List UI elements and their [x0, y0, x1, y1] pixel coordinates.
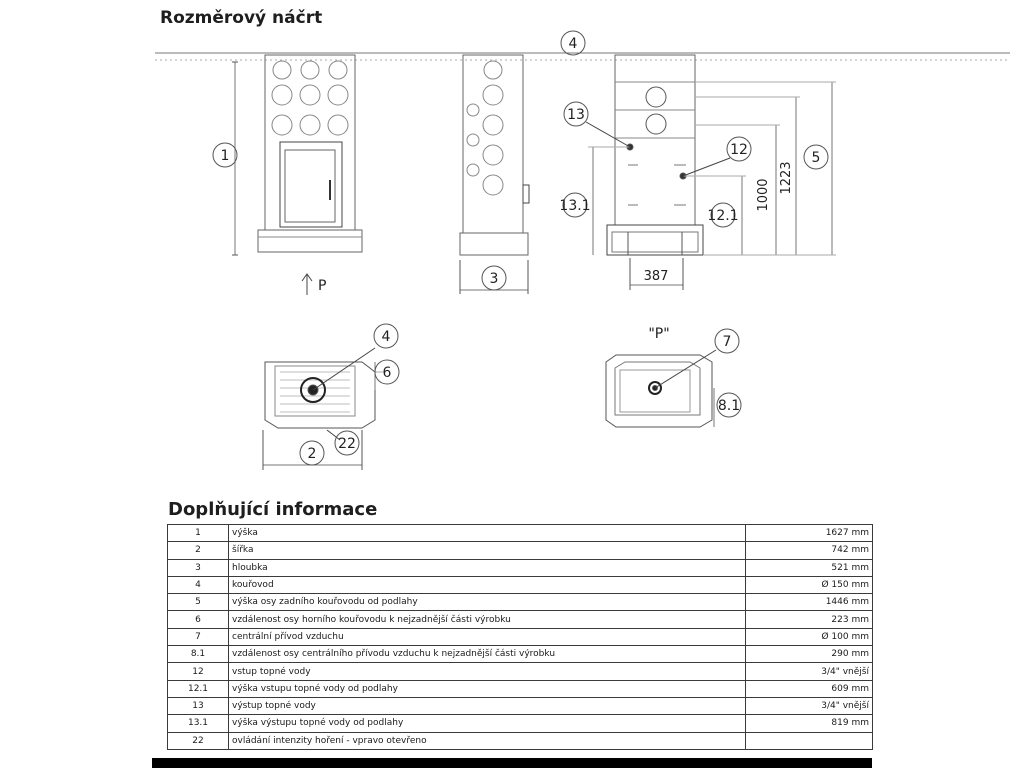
row-value: 3/4" vnější — [746, 663, 873, 680]
callout-13-1: 13.1 — [559, 198, 591, 214]
row-id: 5 — [168, 594, 229, 611]
table-row — [168, 628, 873, 645]
row-description: kouřovod — [229, 576, 746, 593]
callout-7: 7 — [722, 334, 732, 350]
bottom-bar — [152, 758, 872, 768]
row-description: centrální přívod vzduchu — [229, 628, 746, 645]
callout-4-plan: 4 — [381, 329, 391, 345]
callout-22: 22 — [338, 436, 356, 452]
table-row — [168, 646, 873, 663]
table-row — [168, 594, 873, 611]
row-id: 12.1 — [168, 680, 229, 697]
row-value: 3/4" vnější — [746, 697, 873, 714]
view-arrow-label: P — [318, 278, 327, 294]
row-description: výška vstupu topné vody od podlahy — [229, 680, 746, 697]
row-description: hloubka — [229, 559, 746, 576]
row-description: šířka — [229, 542, 746, 559]
row-value: 290 mm — [746, 646, 873, 663]
dimension-1223: 1223 — [779, 161, 794, 195]
callout-3: 3 — [489, 271, 499, 287]
rear-view — [586, 55, 836, 290]
table-row — [168, 715, 873, 732]
callout-6: 6 — [382, 365, 392, 381]
callout-13: 13 — [567, 107, 585, 123]
table-row — [168, 611, 873, 628]
view-p — [606, 350, 716, 427]
callout-12-1: 12.1 — [707, 208, 739, 224]
row-value: 521 mm — [746, 559, 873, 576]
row-id: 13 — [168, 697, 229, 714]
row-id: 6 — [168, 611, 229, 628]
row-id: 8.1 — [168, 646, 229, 663]
table-row — [168, 680, 873, 697]
table-row — [168, 663, 873, 680]
row-value: 609 mm — [746, 680, 873, 697]
row-value: 1446 mm — [746, 594, 873, 611]
row-description: výška osy zadního kouřovodu od podlahy — [229, 594, 746, 611]
dimension-1000: 1000 — [756, 178, 771, 212]
row-id: 13.1 — [168, 715, 229, 732]
row-id: 12 — [168, 663, 229, 680]
view-p-label: "P" — [648, 326, 670, 342]
table-row — [168, 525, 873, 542]
table-row — [168, 697, 873, 714]
callout-5: 5 — [811, 150, 821, 166]
row-value — [746, 732, 873, 749]
row-value: 223 mm — [746, 611, 873, 628]
table-row — [168, 576, 873, 593]
row-value: Ø 100 mm — [746, 628, 873, 645]
row-description: vstup topné vody — [229, 663, 746, 680]
callout-1: 1 — [220, 148, 230, 164]
row-description: výška — [229, 525, 746, 542]
side-view — [460, 55, 529, 294]
table-row — [168, 559, 873, 576]
sketch-title: Rozměrový náčrt — [160, 8, 323, 28]
row-value: 742 mm — [746, 542, 873, 559]
row-value: 819 mm — [746, 715, 873, 732]
row-id: 7 — [168, 628, 229, 645]
row-description: výstup topné vody — [229, 697, 746, 714]
row-id: 3 — [168, 559, 229, 576]
row-description: vzdálenost osy horního kouřovodu k nejzadnější části výrobku — [229, 611, 746, 628]
row-value: Ø 150 mm — [746, 576, 873, 593]
callout-8-1: 8.1 — [717, 398, 741, 414]
front-view — [232, 55, 362, 255]
row-description: výška výstupu topné vody od podlahy — [229, 715, 746, 732]
row-id: 22 — [168, 732, 229, 749]
callout-4: 4 — [568, 36, 578, 52]
row-value: 1627 mm — [746, 525, 873, 542]
row-description: vzdálenost osy centrálního přívodu vzduchu k nejzadnější části výrobku — [229, 646, 746, 663]
row-id: 1 — [168, 525, 229, 542]
row-id: 2 — [168, 542, 229, 559]
row-id: 4 — [168, 576, 229, 593]
spec-table — [167, 524, 873, 750]
callout-12: 12 — [730, 142, 748, 158]
info-title: Doplňující informace — [168, 499, 378, 520]
dimension-387: 387 — [643, 269, 669, 284]
row-description: ovládání intenzity hoření - vpravo otevřeno — [229, 732, 746, 749]
callout-2: 2 — [307, 446, 317, 462]
table-row — [168, 542, 873, 559]
plan-view — [263, 348, 383, 470]
table-row — [168, 732, 873, 749]
